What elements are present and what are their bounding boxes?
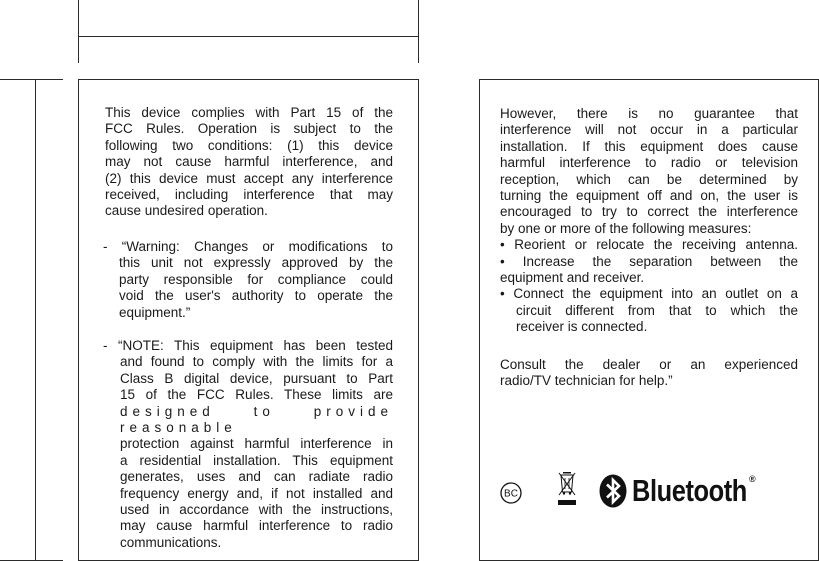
fcc-compliance-paragraph (105, 105, 393, 220)
text-line: received, including interference that may (105, 187, 393, 203)
text-line: this unit not expressly approved by the (119, 255, 393, 271)
top-horizontal-rule (78, 36, 419, 37)
bullet-item: • Reorient or relocate the receiving antenna. (500, 237, 798, 253)
text-line: interference will not occur in a particular (500, 122, 798, 138)
bluetooth-wordmark: Bluetooth (632, 473, 747, 508)
text-line: installation. If this equipment does cause (500, 138, 798, 154)
text-line: generates, uses and can radiate radio (120, 469, 393, 485)
text-line: FCC Rules. Operation is subject to the (105, 121, 393, 137)
text-line: encouraged to try to correct the interference (500, 204, 798, 220)
bc-mark-text: BC (504, 488, 518, 500)
text-line: However, there is no guarantee that (500, 106, 798, 121)
text-line: designed to provide reasonable (120, 403, 393, 436)
text-line: Consult the dealer or an experienced (500, 357, 798, 372)
text-line: void the user's authority to operate the (119, 288, 393, 304)
text-line: cause undesired operation. (105, 203, 268, 219)
text-line: - “Warning: Changes or modifications to (103, 239, 393, 254)
text-line: by one or more of the following measures: (500, 220, 752, 236)
text-line: protection against harmful interference in (120, 436, 393, 452)
top-left-vertical-rule (78, 0, 79, 63)
text-line: may not cause harmful interference, and (105, 154, 393, 170)
text-line: used in accordance with the instructions, (120, 502, 393, 518)
text-line: communications. (120, 534, 222, 550)
bullet-item: • Connect the equipment into an outlet on a (500, 286, 798, 302)
text-line: - “NOTE: This equipment has been tested (103, 338, 393, 353)
bluetooth-logo (598, 474, 808, 508)
text-line: (2) this device must accept any interference (105, 170, 393, 186)
text-line: reception, which can be determined by (500, 171, 798, 187)
fcc-statement-panel-left (78, 79, 419, 561)
note-paragraph (103, 338, 393, 551)
text-line: equipment and receiver. (500, 270, 645, 286)
text-line: circuit different from that to which the (516, 302, 798, 318)
text-line: following two conditions: (1) this device (105, 137, 393, 153)
crossed-bin-icon (556, 470, 578, 508)
text-line: and found to comply with the limits for a (120, 354, 393, 370)
consult-paragraph (500, 357, 798, 390)
fcc-statement-panel-right (479, 79, 819, 561)
bullet-item: • Increase the separation between the (500, 253, 798, 269)
text-line: receiver is connected. (516, 319, 648, 335)
bc-mark-icon (500, 482, 522, 504)
certification-logos (500, 466, 800, 516)
top-right-vertical-rule (418, 0, 419, 63)
bluetooth-rune-icon (598, 474, 628, 508)
text-line: radio/TV technician for help.” (500, 373, 673, 389)
text-line: a residential installation. This equipment (120, 452, 393, 468)
text-line: frequency energy and, if not installed and (120, 485, 393, 501)
text-line: party responsible for compliance could (119, 271, 393, 287)
registered-mark: ® (749, 474, 756, 484)
text-line: may cause harmful interference to radio (120, 518, 393, 534)
interference-paragraph (500, 106, 798, 336)
text-line: Class B digital device, pursuant to Part (120, 370, 393, 386)
text-line: 15 of the FCC Rules. These limits are (120, 387, 393, 403)
text-line: This device complies with Part 15 of the (105, 105, 393, 120)
text-line: harmful interference to radio or television (500, 155, 798, 171)
left-margin-vertical-rule (35, 79, 36, 561)
text-line: turning the equipment off and on, the user is (500, 188, 798, 204)
text-line: equipment.” (119, 304, 191, 320)
left-margin-top-rule (0, 79, 63, 80)
warning-paragraph (103, 239, 393, 321)
